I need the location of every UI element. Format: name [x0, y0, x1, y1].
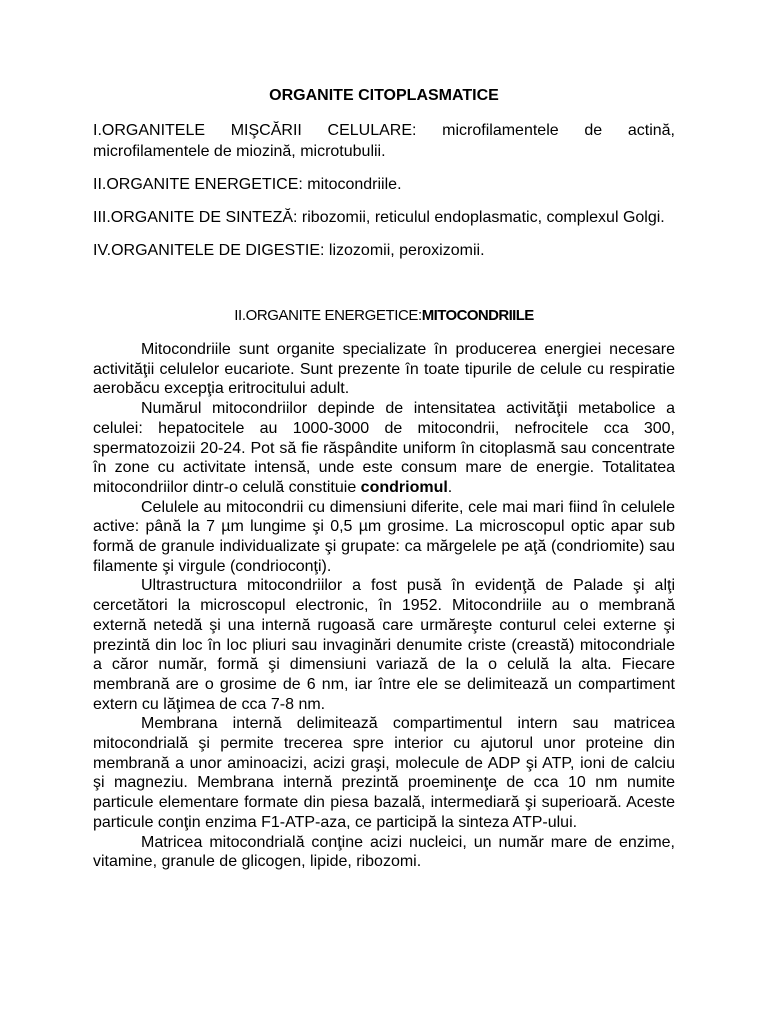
section-heading-title: MITOCONDRIILE — [421, 307, 534, 324]
mitochondria-text — [93, 340, 675, 872]
paragraph-number-end: . — [447, 478, 453, 496]
section-heading — [0, 306, 768, 326]
overview-item-energetic: II.ORGANITE ENERGETICE: mitocondriile. — [93, 176, 402, 193]
organelle-overview-list — [93, 120, 675, 273]
section-heading-prefix: II.ORGANITE ENERGETICE: — [234, 307, 422, 324]
paragraph-ultrastructure: Ultrastructura mitocondriilor a fost pusă în evidenţă de Palade şi alţi cercetători la microscopul electronic, în 1952. Mitocondriile au o membrană externă netedă şi una internă rugoasă care urmăreşte conturul celei externe şi prezintă din loc în loc pliuri sau invaginări denumite criste (creastă) mitocondriale a căror număr, formă şi dimensiuni variază de la o celulă la alta. Fiecare membrană are o grosime de 6 nm, iar între ele se delimitează un compartiment extern cu lăţimea de cca 7-8 nm. — [93, 577, 675, 713]
paragraph-matrix: Matricea mitocondrială conţine acizi nucleici, un număr mare de enzime, vitamine, granule de glicogen, lipide, ribozomi. — [93, 833, 675, 871]
overview-item-synthesis: III.ORGANITE DE SINTEZĂ: ribozomii, reticulul endoplasmatic, complexul Golgi. — [93, 209, 665, 226]
paragraph-definition: Mitocondriile sunt organite specializate în producerea energiei necesare activităţii celulelor eucariote. Sunt prezente în toate tipurile de celule cu respiratie aerobăcu excepţia eritrocitului adult. — [93, 341, 675, 398]
overview-item-motility: I.ORGANITELE MIŞCĂRII CELULARE: microfilamentele de actină, microfilamentele de miozină, microtubulii. — [93, 122, 675, 160]
overview-item-digestion: IV.ORGANITELE DE DIGESTIE: lizozomii, peroxizomii. — [93, 242, 485, 259]
term-condriom: condriomul — [360, 478, 448, 496]
paragraph-number — [93, 399, 675, 498]
document-title: ORGANITE CITOPLASMATICE — [269, 87, 499, 104]
paragraph-number-text: Numărul mitocondriilor depinde de intensitatea activităţii metabolice a celulei: hepatocitele au 1000-3000 de mitocondrii, nefrocitele cca 300, spermatozoizii 20-24. Pot să fie răspândite uniform în citoplasmă sau concentrate în zone cu activitate intensă, unde este consum mare de energie. Totalitatea mitocondriilor dintr-o celulă constituie — [93, 400, 675, 496]
paragraph-dimensions: Celulele au mitocondrii cu dimensiuni diferite, cele mai mari fiind în celulele active: până la 7 µm lungime şi 0,5 µm grosime. La microscopul optic apar sub formă de granule individualizate şi grupate: ca mărgelele pe aţă (condriomite) sau filamente şi virgule (condrioconţi). — [93, 498, 675, 575]
paragraph-inner-membrane: Membrana internă delimitează compartimentul intern sau matricea mitocondrială şi permite trecerea spre interior cu ajutorul unor proteine din membrană a unor aminoacizi, acizi graşi, molecule de ADP şi ATP, ioni de calciu şi magneziu. Membrana internă prezintă proeminenţe de cca 10 nm numite particule elementare formate din piesa bazală, intermediară şi superioară. Aceste particule conţin enzima F1-ATP-aza, ce participă la sinteza ATP-ului. — [93, 715, 675, 831]
